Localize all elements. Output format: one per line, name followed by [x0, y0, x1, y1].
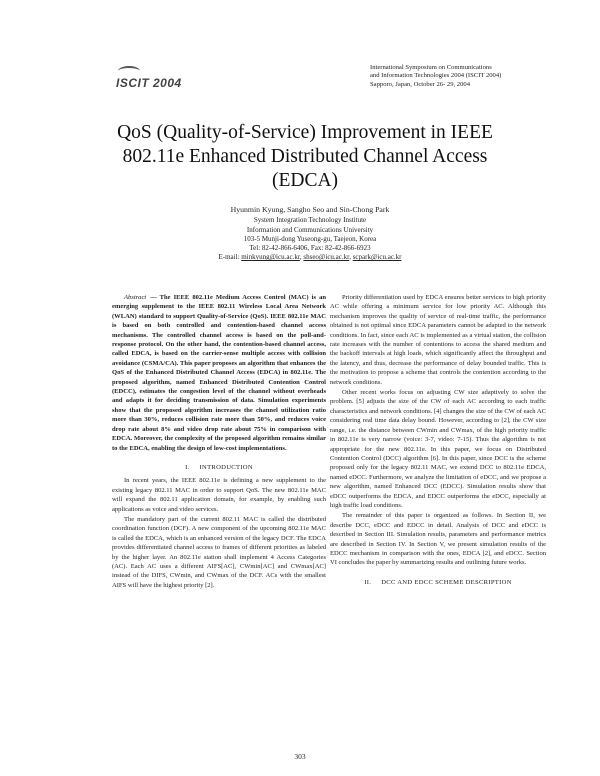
title-line: QoS (Quality-of-Service) Improvement in IEEE — [117, 122, 493, 143]
email-link[interactable]: scpark@icu.ac.kr — [352, 253, 402, 262]
abstract-label: Abstract — [124, 294, 147, 301]
email-label: E-mail: — [218, 253, 240, 262]
section-number: II. — [364, 578, 372, 586]
title-line: 802.11e Enhanced Distributed Channel Access — [122, 146, 488, 167]
contact-line: Tel: 82-42-866-6406, Fax: 82-42-866-6923 — [249, 244, 371, 253]
body-paragraph: The remainder of this paper is organized as follows. In Section II, we describe DCC, eDCC and EDCC in detail. Analysis of DCC and eDCC is described in Section III. Simulation results, parameters and performance metrics are described in Section IV. In Section V, we present simulation results of the EDCC mechanism in comparison with the ones, EDCA [2], and eDCC. Section VI concludes the paper by summarizing results and outlining future works. — [330, 512, 546, 567]
email-link[interactable]: shseo@icu.ac.kr — [303, 253, 350, 262]
body-paragraph: The mandatory part of the current 802.11 MAC is called the distributed coordination function (DCF). A new component of the upcoming 802.11e MAC is called the EDCA, which is an enhanced version of the legacy DCF. The EDCA provides differentiated channel access to frames of different priorities as labeled by the higher layer. An 802.11e station shall implement 4 Access Categories (AC). Each AC uses a different AIFS[AC], CWmin[AC] and CWmax[AC] instead of the DIFS, CWmin, and CWmax of the DCF. ACs with the smallest AIFS will have the highest priority [2]. — [112, 515, 326, 589]
page-number: 303 — [294, 752, 306, 761]
body-paragraph: Priority differentiation used by EDCA ensures better services to high priority AC while offering a minimum service for low priority AC. Although this mechanism improves the quality of service of real-time traffic, the performance obtained is not optimal since EDCA parameters cannot be adapted to the network conditions. In fact, since each AC is implemented as a virtual station, the collision rate increases with the number of contentions to access the shared medium and the backoff intervals at high loads, which significantly affect the throughput and the latency, and thus, decrease the performance of delay bounded traffic. This is the motivation to propose a scheme that controls the contention according to the network conditions. — [330, 294, 546, 386]
logo-text: ISCIT 2004 — [116, 76, 182, 90]
paper-title — [60, 121, 550, 193]
left-column — [112, 293, 326, 591]
affiliation-line: 103-5 Munji-dong Yuseong-gu, Taejeon, Korea — [243, 234, 377, 243]
body-paragraph: Other recent works focus on adjusting CW size adaptively to solve the problem. [5] adjusts the size of the CW of each AC according to each traffic characteristics and network conditions. [4] changes the size of the CW of each AC considering real time data delay bound. However, according to [2], the CW size range, i.e. the distance between CWmin and CWmax, of the high priority traffic in 802.11e is very narrow (voice: 3-7, video: 7-15). Thus the algorithm is not appropriate for the new 802.11e. In this paper, we focus on Distributed Contention Control (DCC) algorithm [6]. In this paper, since DCC is the scheme proposed only for the legacy 802.11 MAC, we extend DCC to 802.11e EDCA, named eDCC. Furthermore, we analyze the limitation of eDCC, and we propose a new algorithm, named Enhanced DCC (EDCC). Simulation results show that eDCC outperforms the EDCA, and EDCC outperforms the eDCC, especially at high traffic load conditions. — [330, 389, 546, 509]
body-paragraph: In recent years, the IEEE 802.11e is defining a new supplement to the existing legacy 802.11 MAC in order to support QoS. The new 802.11e MAC will expand the 802.11 application domain, for example, by enabling such applications as voice and video services. — [112, 477, 326, 513]
affiliation-line: Information and Communications University — [246, 225, 374, 234]
section-title: DCC AND EDCC SCHEME DESCRIPTION — [381, 578, 512, 586]
section-title: INTRODUCTION — [199, 463, 253, 471]
conference-header-line: International Symposium on Communications — [370, 64, 492, 71]
section-heading-dcc — [330, 578, 546, 587]
email-link[interactable]: minkyung@icu.ac.kr — [241, 253, 300, 262]
title-line: (EDCA) — [271, 170, 339, 191]
section-number: I. — [185, 463, 190, 471]
abstract-text: — The IEEE 802.11e Medium Access Control (MAC) is an emerging supplement to the IEEE 802.11 Wireless Local Area Network (WLAN) standard to support Quality-of-Service (QoS). IEEE 802.11e MAC is based on both controlled and contention-based channel access mechanisms. The controlled channel access is based on the poll-and-response protocol. On the other hand, the contention-based channel access, called EDCA, is based on the carrier-sense multiple access with collision avoidance (CSMA/CA). This paper proposes an algorithm that enhances the QoS of the Enhanced Distributed Channel Access (EDCA) in 802.11e. The proposed algorithm, named Enhanced Distributed Contention Control (EDCC), estimates the congestion level of the channel without overheads and adapts it for deciding transmission of data. Simulation experiments show that the proposed algorithm increases the channel utilization ratio more than 30%, reduces collision rate more than 50%, and reduces voice drop rate about 8% and video drop rate about 75% in comparison with EDCA. Moreover, the complexity of the proposed algorithm remains similar to the EDCA, enabling the design of low-cost implementations. — [112, 294, 326, 452]
right-column — [330, 293, 546, 591]
section-heading-introduction — [112, 463, 326, 472]
conference-logo — [116, 66, 182, 90]
abstract — [112, 293, 326, 453]
affiliation-line: System Integration Technology Institute — [253, 216, 367, 225]
email-line: E-mail: minkyung@icu.ac.kr, shseo@icu.ac.kr, scpark@icu.ac.kr — [218, 253, 402, 262]
conference-header — [370, 64, 570, 89]
conference-header-line: Sapporo, Japan, October 26- 29, 2004 — [370, 80, 470, 88]
author-block — [120, 205, 500, 263]
logo-swoosh-icon — [118, 66, 140, 76]
author-names: Hyunmin Kyung, Sangho Seo and Sin-Chong Park — [230, 205, 390, 214]
conference-header-line: and Information Technologies 2004 (ISCIT 2004) — [370, 72, 502, 80]
